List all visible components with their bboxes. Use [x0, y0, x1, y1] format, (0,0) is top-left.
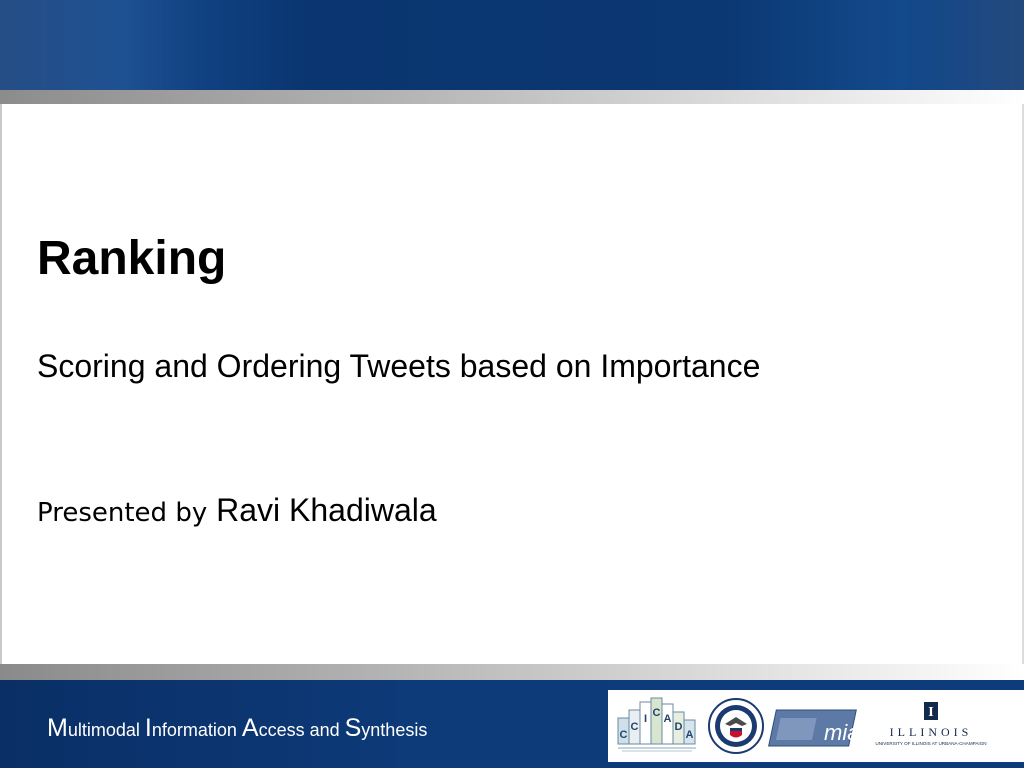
slide-left-border [0, 104, 2, 664]
footer-word-1: ultimodal [67, 720, 145, 740]
svg-text:I: I [928, 705, 934, 720]
ccicada-letter: C [630, 721, 639, 733]
ccicada-letter: C [619, 729, 628, 741]
illinois-wordmark: ILLINOIS [889, 725, 973, 739]
footer-stripe [0, 664, 1024, 680]
header-stripe [0, 90, 1024, 104]
footer-word-4: ynthesis [361, 720, 428, 740]
footer-project-title [47, 713, 427, 743]
ccicada-letter: D [674, 721, 683, 733]
footer-cap-1: M [47, 714, 68, 742]
presenter-line [37, 488, 437, 535]
ccicada-letter: A [685, 729, 694, 741]
slide-title: Ranking [37, 232, 227, 285]
footer-word-2: nformation [151, 720, 242, 740]
mias-logo-text: mias [824, 720, 871, 745]
footer-word-3: ccess and [258, 720, 345, 740]
ccicada-letter: C [652, 707, 661, 719]
ccicada-letter: I [643, 713, 648, 725]
footer-cap-3: A [241, 714, 259, 742]
ccicada-letter: A [663, 713, 672, 725]
footer-cap-2: I [144, 714, 152, 742]
illinois-logo [874, 700, 988, 750]
slide-subtitle: Scoring and Ordering Tweets based on Importance [37, 348, 761, 384]
footer-cap-4: S [344, 714, 362, 742]
illinois-subtitle: UNIVERSITY OF ILLINOIS AT URBANA-CHAMPAIGN [875, 741, 987, 746]
presenter-name: Ravi Khadiwala [216, 492, 437, 528]
presented-by-label: Presented by [37, 498, 208, 528]
dhs-seal-icon [708, 698, 764, 754]
ccicada-logo [614, 694, 706, 754]
mias-logo [776, 702, 871, 754]
header-band [0, 0, 1024, 90]
